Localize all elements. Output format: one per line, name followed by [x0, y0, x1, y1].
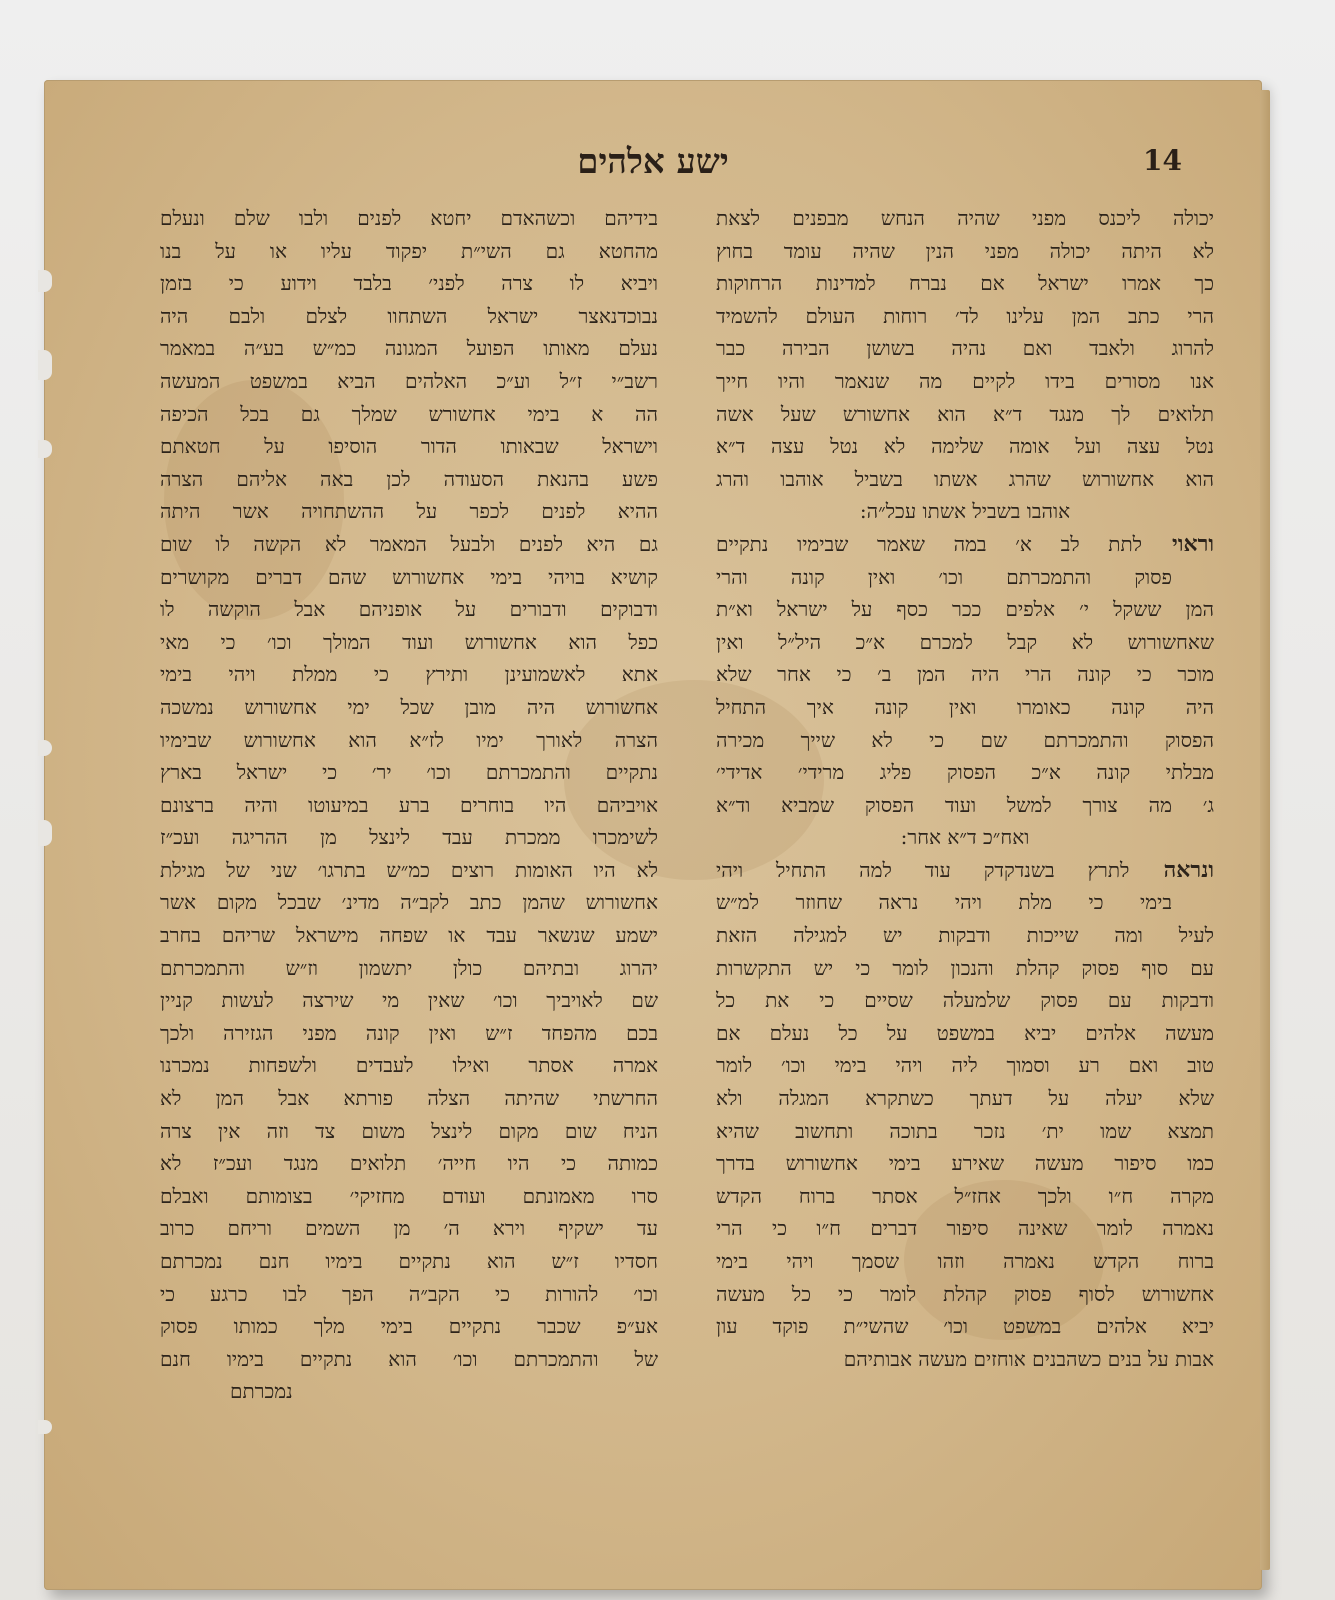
- text-line: [160, 202, 658, 235]
- line-text: הוא אחשורוש שהרג אשתו בשביל אוהבו והרג: [716, 466, 1214, 491]
- text-line: [716, 984, 1214, 1017]
- line-text: נבוכדנאצר ישראל השתחוו לצלם ולבם היה: [160, 303, 658, 328]
- text-line: [716, 854, 1214, 887]
- text-line: [716, 561, 1214, 594]
- line-text: ישמע שנשאר עבד או שפחה מישראל שריהם בחרב: [160, 923, 658, 948]
- text-line: [160, 561, 658, 594]
- text-line: [160, 528, 658, 561]
- line-text: אחשורוש לסוף פסוק קהלת לומר כי כל מעשה: [716, 1281, 1214, 1306]
- right-text-column: [716, 202, 1214, 1375]
- text-line: [160, 1180, 658, 1213]
- line-text: תלואים לך מנגד ד״א הוא אחשורש שעל אשה: [716, 401, 1214, 426]
- text-line: [716, 593, 1214, 626]
- torn-edge: [38, 440, 52, 458]
- line-text: היה קונה כאומרו ואין קונה איך התחיל: [716, 694, 1214, 719]
- text-line: [716, 463, 1214, 496]
- text-line: [716, 1278, 1214, 1311]
- page-number: 14: [1143, 144, 1182, 177]
- line-text: אויביהם היו בוחרים ברע במיעוטו והיה ברצונם: [160, 792, 658, 817]
- text-line: [716, 756, 1214, 789]
- line-text: כמותה כי היו חייה׳ תלואים מנגד ועכ״ז לא: [160, 1151, 658, 1176]
- text-line: [716, 1180, 1214, 1213]
- text-line: [160, 789, 658, 822]
- line-text: הה א בימי אחשורש שמלך גם בכל הכיפה: [160, 401, 658, 426]
- text-line: [160, 691, 658, 724]
- text-line: [716, 1212, 1214, 1245]
- line-text: גם היא לפנים ולבעל המאמר לא הקשה לו שום: [160, 531, 658, 556]
- text-line: [716, 1115, 1214, 1148]
- torn-edge: [38, 1420, 52, 1434]
- line-text: מהחטא גם השי״ת יפקוד עליו או על בנו: [160, 238, 658, 263]
- line-text: הפסוק והתמכרתם שם כי לא שייך מכירה: [716, 727, 1214, 752]
- line-text: לעיל ומה שייכות ודבקות יש למגילה הזאת: [716, 923, 1214, 948]
- line-text: אתא לאשמועינן ותירץ כי ממלת ויהי בימי: [160, 662, 658, 687]
- line-text: וכו׳ להורות כי הקב״ה הפך לבו כרגע כי: [160, 1281, 658, 1306]
- text-line: [160, 1375, 658, 1408]
- line-text: לתרץ בשנדקדק עוד למה התחיל ויהי: [716, 857, 1130, 882]
- line-text: לשימכרו ממכרת עבד לינצל מן ההריגה ועכ״ז: [160, 825, 658, 850]
- text-line: [716, 1245, 1214, 1278]
- text-line: [716, 952, 1214, 985]
- line-text: נטל עצה ועל אומה שלימה לא נטל עצה ד״א: [716, 434, 1214, 459]
- line-text: כפל הוא אחשורוש ועוד המולך וכו׳ כי מאי: [160, 629, 658, 654]
- text-line: [716, 300, 1214, 333]
- text-line: [716, 1343, 1214, 1376]
- text-line: [160, 886, 658, 919]
- line-text: ודבוקים ודבורים על אופניהם אבל הוקשה לו: [160, 597, 658, 622]
- line-text: בידיהם וכשהאדם יחטא לפנים ולבו שלם ונעלם: [160, 206, 658, 230]
- line-text: שאחשורוש לא קבל למכרם א״כ היל״ל ואין: [716, 629, 1214, 654]
- text-line: [160, 1245, 658, 1278]
- line-text: נעלם מאותו הפועל המגונה כמ״ש בע״ה במאמר: [160, 336, 658, 361]
- line-text: המן ששקל י׳ אלפים ככר כסף על ישראל וא״ת: [716, 597, 1214, 622]
- text-line: [716, 724, 1214, 757]
- text-line: [160, 1310, 658, 1343]
- text-line: [160, 756, 658, 789]
- text-line: [160, 1343, 658, 1376]
- text-line: [160, 1017, 658, 1050]
- line-text: להרוג ולאבד ואם נהיה בשושן הבירה כבר: [716, 336, 1214, 361]
- text-line: [716, 658, 1214, 691]
- line-text: סרו מאמונתם ועודם מחזיקי׳ בצומותם ואבלם: [160, 1183, 658, 1208]
- line-text: מוכר כי קונה הרי היה המן ב׳ כי אחר שלא: [716, 662, 1214, 687]
- line-text: אמרה אסתר ואילו לעבדים ולשפחות נמכרנו: [160, 1053, 658, 1078]
- line-text: עם סוף פסוק קהלת והנכון לומר כי יש התקשרות: [716, 955, 1214, 980]
- text-line: [716, 626, 1214, 659]
- line-text: לא היתה יכולה מפני הנין שהיה עומד בחוץ: [716, 238, 1214, 263]
- text-line: [716, 886, 1214, 919]
- line-text: כך אמרו ישראל אם נברח למדינות הרחוקות: [716, 271, 1214, 296]
- text-line: [160, 365, 658, 398]
- line-text: יביא אלהים במשפט וכו׳ שהשי״ת פוקד עון: [716, 1314, 1214, 1339]
- line-text: עד ישקיף וירא ה׳ מן השמים וריחם כרוב: [160, 1216, 658, 1241]
- line-text: פשע בהנאת הסעודה לכן באה אליהם הצרה: [160, 466, 658, 491]
- line-text: בכם מהפחד ז״ש ואין קונה מפני הגזירה ולכך: [160, 1020, 658, 1045]
- line-text: קושיא בויהי בימי אחשורוש שהם דברים מקושרים: [160, 564, 658, 589]
- text-line: [716, 267, 1214, 300]
- text-line: [160, 724, 658, 757]
- text-line: [716, 821, 1214, 854]
- line-text: אע״פ שכבר נתקיים בימי מלך כמותו פסוק: [160, 1314, 658, 1339]
- line-text: החרשתי שהיתה הצלה פורתא אבל המן לא: [160, 1086, 658, 1111]
- line-text: ברוח הקדש נאמרה וזהו שסמך ויהי בימי: [716, 1249, 1214, 1273]
- text-line: [716, 235, 1214, 268]
- line-text: הניח שום מקום לינצל משום צד וזה אין צרה: [160, 1118, 658, 1143]
- text-line: [160, 430, 658, 463]
- text-line: [160, 1049, 658, 1082]
- text-line: [160, 854, 658, 887]
- text-line: [160, 1212, 658, 1245]
- line-text: ג׳ מה צורך למשל ועוד הפסוק שמביא וד״א: [716, 792, 1214, 817]
- text-line: [160, 626, 658, 659]
- book-page: [44, 80, 1262, 1590]
- torn-edge: [38, 820, 52, 846]
- text-line: [160, 593, 658, 626]
- text-line: [160, 1278, 658, 1311]
- line-text: חסדיו ז״ש הוא נתקיים בימיו חנם נמכרתם: [160, 1249, 658, 1273]
- line-text: ההיא לפנים לכפר על ההשתחויה אשר היתה: [160, 499, 658, 524]
- line-text: לתת לב א׳ במה שאמר שבימיו נתקיים: [716, 531, 1143, 556]
- text-line: [716, 1310, 1214, 1343]
- line-text: ואח״כ ד״א אחר:: [900, 825, 1030, 850]
- line-text: לא היו האומות רוצים כמ״ש בתרגו׳ שני של מגילת: [160, 857, 658, 882]
- line-text: פסוק והתמכרתם וכו׳ ואין קונה והרי: [716, 564, 1172, 589]
- line-text: אבות על בנים כשהבנים אוחזים מעשה אבותיהם: [843, 1346, 1214, 1371]
- text-line: [716, 398, 1214, 431]
- torn-edge: [38, 350, 52, 380]
- paragraph-lead-word: וראוי: [1142, 530, 1214, 557]
- line-text: טוב ואם רע וסמוך ליה ויהי בימי וכו׳ לומר: [716, 1053, 1214, 1078]
- line-text: שלא יעלה על דעתך כשתקרא המגלה ולא: [716, 1086, 1214, 1111]
- text-line: [160, 495, 658, 528]
- text-line: [716, 691, 1214, 724]
- line-text: הרי כתב המן עלינו לד׳ רוחות העולם להשמיד: [716, 303, 1214, 328]
- line-text: הצרה לאורך ימיו לז״א הוא אחשורוש שבימיו: [160, 727, 658, 752]
- text-line: [160, 235, 658, 268]
- text-line: [716, 495, 1214, 528]
- line-text: אחשורוש היה מובן שכל ימי אחשורוש נמשכה: [160, 694, 658, 719]
- text-line: [716, 365, 1214, 398]
- text-line: [716, 919, 1214, 952]
- line-text: נמכרתם: [230, 1379, 293, 1404]
- page-title: ישע אלהים: [577, 142, 729, 182]
- line-text: שם לאויביך וכו׳ שאין מי שירצה לעשות קניין: [160, 988, 658, 1013]
- torn-edge: [38, 270, 52, 292]
- line-text: מבלתי קונה א״כ הפסוק פליג מרידי׳ אדידי׳: [716, 760, 1214, 785]
- line-text: יהרוג ובתיהם כולן יתשמון וז״ש והתמכרתם: [160, 955, 658, 980]
- text-line: [160, 267, 658, 300]
- line-text: ודבקות עם פסוק שלמעלה שסיים כי את כל: [716, 988, 1214, 1013]
- left-text-column: [160, 202, 658, 1408]
- line-text: רשב״י ז״ל וע״כ האלהים הביא במשפט המעשה: [160, 368, 658, 393]
- text-line: [160, 1082, 658, 1115]
- line-text: יכולה ליכנס מפני שהיה הנחש מבפנים לצאת: [716, 206, 1214, 230]
- line-text: כמו סיפור מעשה שאירע בימי אחשורוש בדרך: [716, 1151, 1214, 1176]
- line-text: אוהבו בשביל אשתו עכל״ה:: [859, 499, 1071, 524]
- text-line: [160, 821, 658, 854]
- line-text: מקרה ח״ו ולכך אחז״ל אסתר ברוח הקדש: [716, 1183, 1214, 1208]
- text-line: [160, 658, 658, 691]
- text-line: [160, 1147, 658, 1180]
- text-line: [160, 398, 658, 431]
- line-text: וישראל שבאותו הדור הוסיפו על חטאתם: [160, 434, 658, 459]
- line-text: נאמרה לומר שאינה סיפור דברים ח״ו כי הרי: [716, 1216, 1214, 1241]
- line-text: נתקיים והתמכרתם וכו׳ יר׳ כי ישראל בארץ: [160, 760, 658, 785]
- text-line: [160, 952, 658, 985]
- text-line: [716, 202, 1214, 235]
- paragraph-lead-word: ונראה: [1129, 856, 1214, 883]
- text-line: [716, 332, 1214, 365]
- text-line: [160, 300, 658, 333]
- text-line: [716, 1147, 1214, 1180]
- line-text: ויביא לו צרה לפני׳ בלבד וידוע כי בזמן: [160, 271, 658, 296]
- torn-edge: [38, 740, 52, 756]
- text-line: [160, 919, 658, 952]
- text-line: [716, 1049, 1214, 1082]
- text-line: [160, 1115, 658, 1148]
- page-header: [44, 142, 1262, 192]
- text-line: [716, 528, 1214, 561]
- line-text: בימי כי מלת ויהי נראה שחוזר למ״ש: [716, 890, 1172, 915]
- text-line: [160, 984, 658, 1017]
- line-text: תמצא שמו ית׳ נזכר בתוכה ותחשוב שהיא: [716, 1118, 1214, 1143]
- text-line: [716, 1082, 1214, 1115]
- text-line: [716, 789, 1214, 822]
- line-text: מעשה אלהים יביא במשפט על כל נעלם אם: [716, 1020, 1214, 1045]
- text-line: [716, 1017, 1214, 1050]
- line-text: אנו מסורים בידו לקיים מה שנאמר והיו חייך: [716, 368, 1214, 393]
- line-text: של והתמכרתם וכו׳ הוא נתקיים בימיו חנם: [160, 1346, 658, 1371]
- line-text: אחשורוש שהמן כתב לקב״ה מדינ׳ שבכל מקום אשר: [160, 890, 658, 915]
- text-line: [160, 463, 658, 496]
- text-line: [716, 430, 1214, 463]
- text-line: [160, 332, 658, 365]
